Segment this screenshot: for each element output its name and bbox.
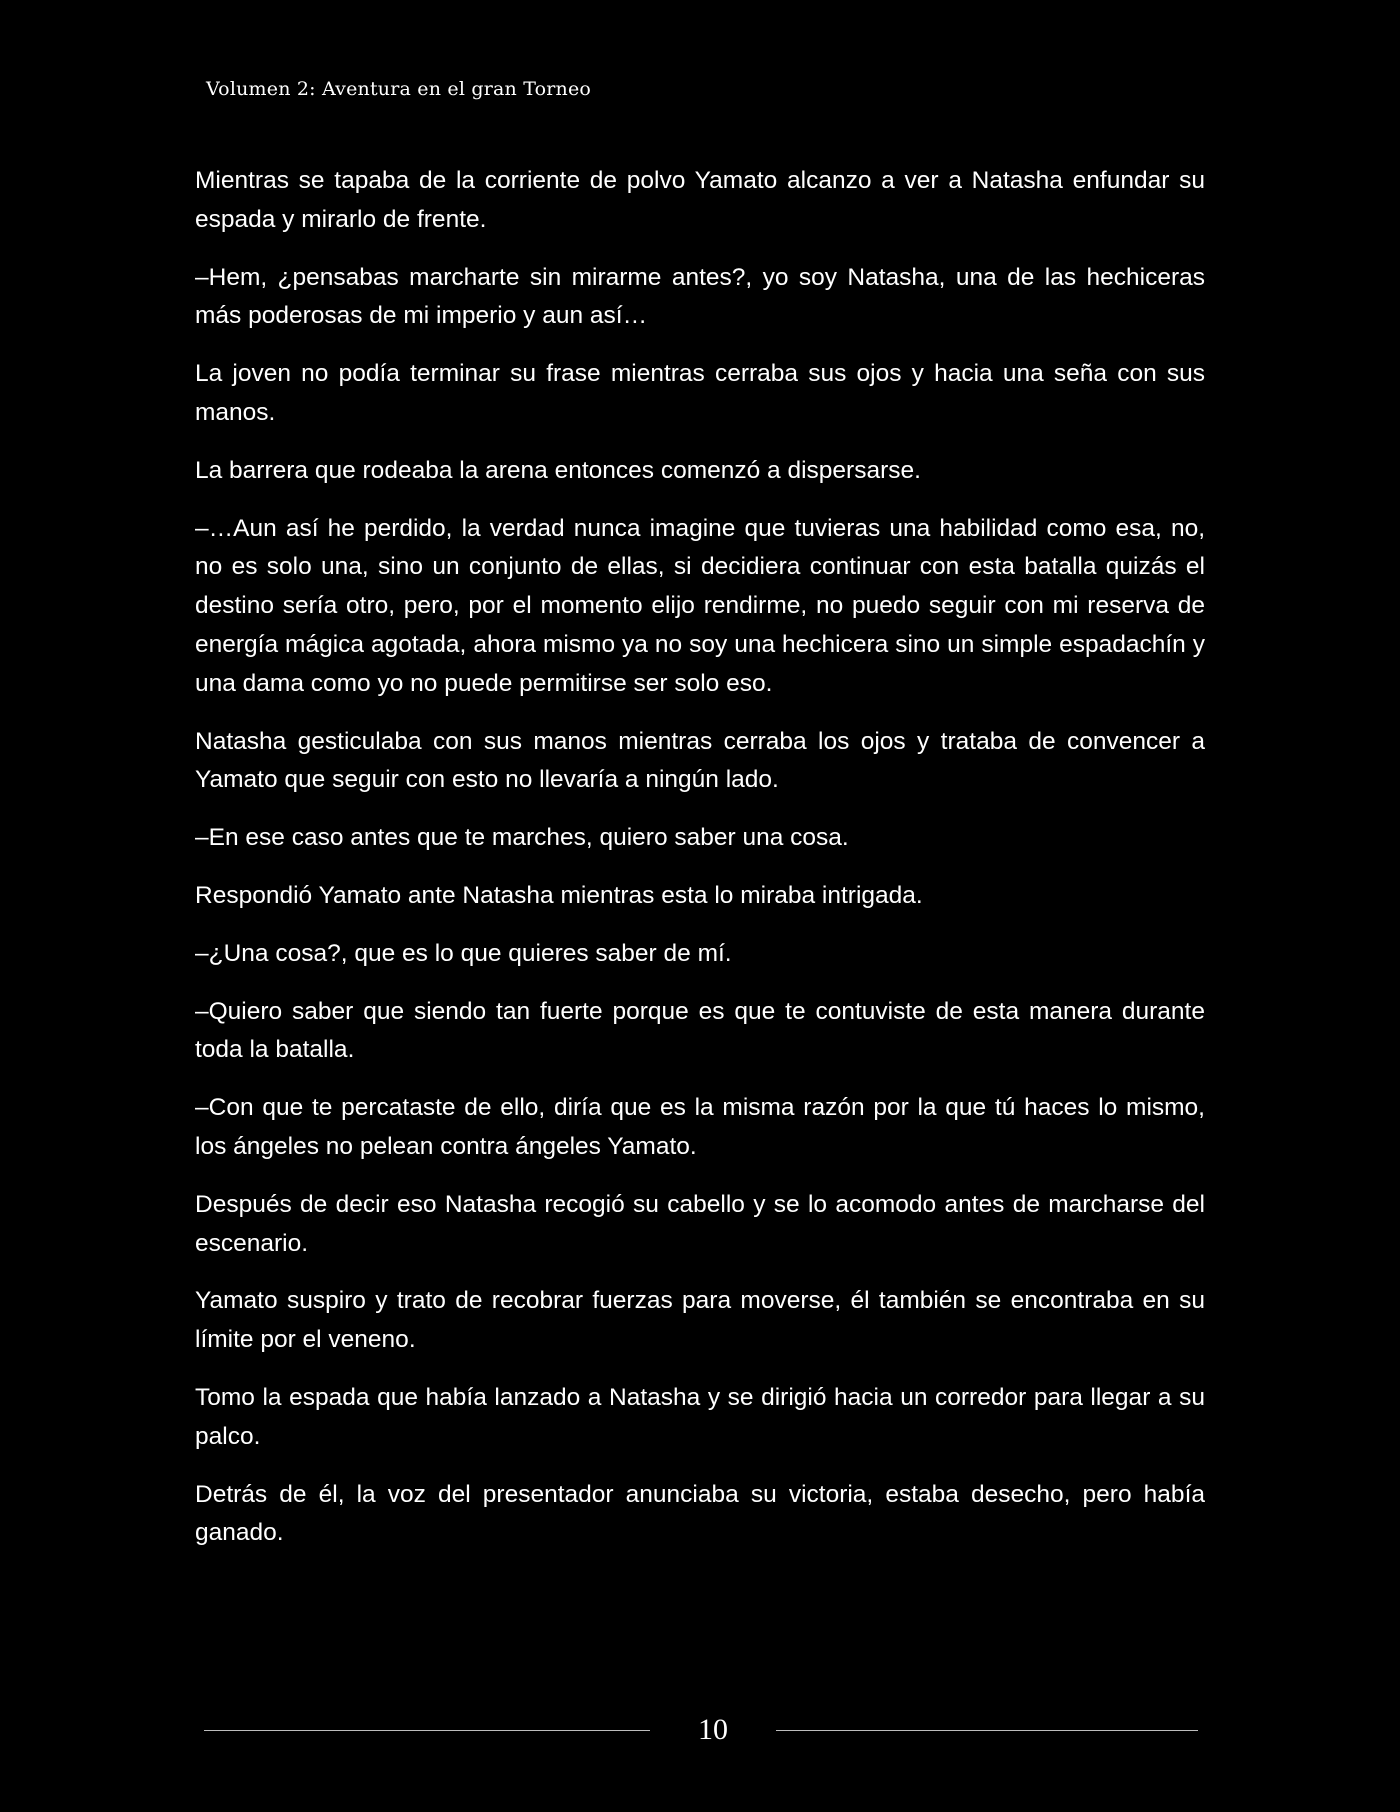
- paragraph: –Quiero saber que siendo tan fuerte porque es que te contuviste de esta manera durante toda la batalla.: [195, 997, 1205, 1064]
- footer-rule-right: [776, 1730, 1198, 1731]
- paragraph: Tomo la espada que había lanzado a Natasha y se dirigió hacia un corredor para llegar a su palco.: [195, 1383, 1205, 1450]
- paragraph: Respondió Yamato ante Natasha mientras esta lo miraba intrigada.: [195, 881, 923, 909]
- paragraph: –En ese caso antes que te marches, quiero saber una cosa.: [195, 824, 849, 852]
- paragraph: La joven no podía terminar su frase mientras cerraba sus ojos y hacia una seña con sus manos.: [195, 360, 1205, 426]
- paragraph: Mientras se tapaba de la corriente de polvo Yamato alcanzo a ver a Natasha enfundar su espada y mirarlo de frente.: [195, 167, 1205, 233]
- page-body: [195, 162, 1205, 1572]
- paragraph: –¿Una cosa?, que es lo que quieres saber de mí.: [195, 939, 732, 967]
- footer-rule-left: [204, 1730, 650, 1731]
- paragraph: La barrera que rodeaba la arena entonces comenzó a dispersarse.: [195, 456, 921, 484]
- paragraph: –Hem, ¿pensabas marcharte sin mirarme antes?, yo soy Natasha, una de las hechiceras más poderosas de mi imperio y aun así…: [195, 263, 1205, 330]
- paragraph: Natasha gesticulaba con sus manos mientras cerraba los ojos y trataba de convencer a Yamato que seguir con esto no llevaría a ningún lado.: [195, 727, 1205, 794]
- paragraph: Después de decir eso Natasha recogió su cabello y se lo acomodo antes de marcharse del escenario.: [195, 1190, 1205, 1257]
- page-number: 10: [698, 1713, 728, 1746]
- paragraph: Yamato suspiro y trato de recobrar fuerzas para moverse, él también se encontraba en su límite por el veneno.: [195, 1287, 1205, 1354]
- paragraph: Detrás de él, la voz del presentador anunciaba su victoria, estaba desecho, pero había ganado.: [195, 1480, 1205, 1547]
- page-footer: [0, 1710, 1400, 1754]
- running-header-title: Volumen 2: Aventura en el gran Torneo: [206, 78, 592, 100]
- paragraph: –…Aun así he perdido, la verdad nunca imagine que tuvieras una habilidad como esa, no, no es solo una, sino un conjunto de ellas, si decidiera continuar con esta batalla quizás el destino sería otro, pero, por el momento elijo rendirme, no puedo seguir con mi reserva de energía mágica agotada, ahora mismo ya no soy una hechicera sino un simple espadachín y una dama como yo no puede permitirse ser solo eso.: [195, 514, 1205, 697]
- paragraph: –Con que te percataste de ello, diría que es la misma razón por la que tú haces lo mismo, los ángeles no pelean contra ángeles Yamato.: [195, 1094, 1205, 1160]
